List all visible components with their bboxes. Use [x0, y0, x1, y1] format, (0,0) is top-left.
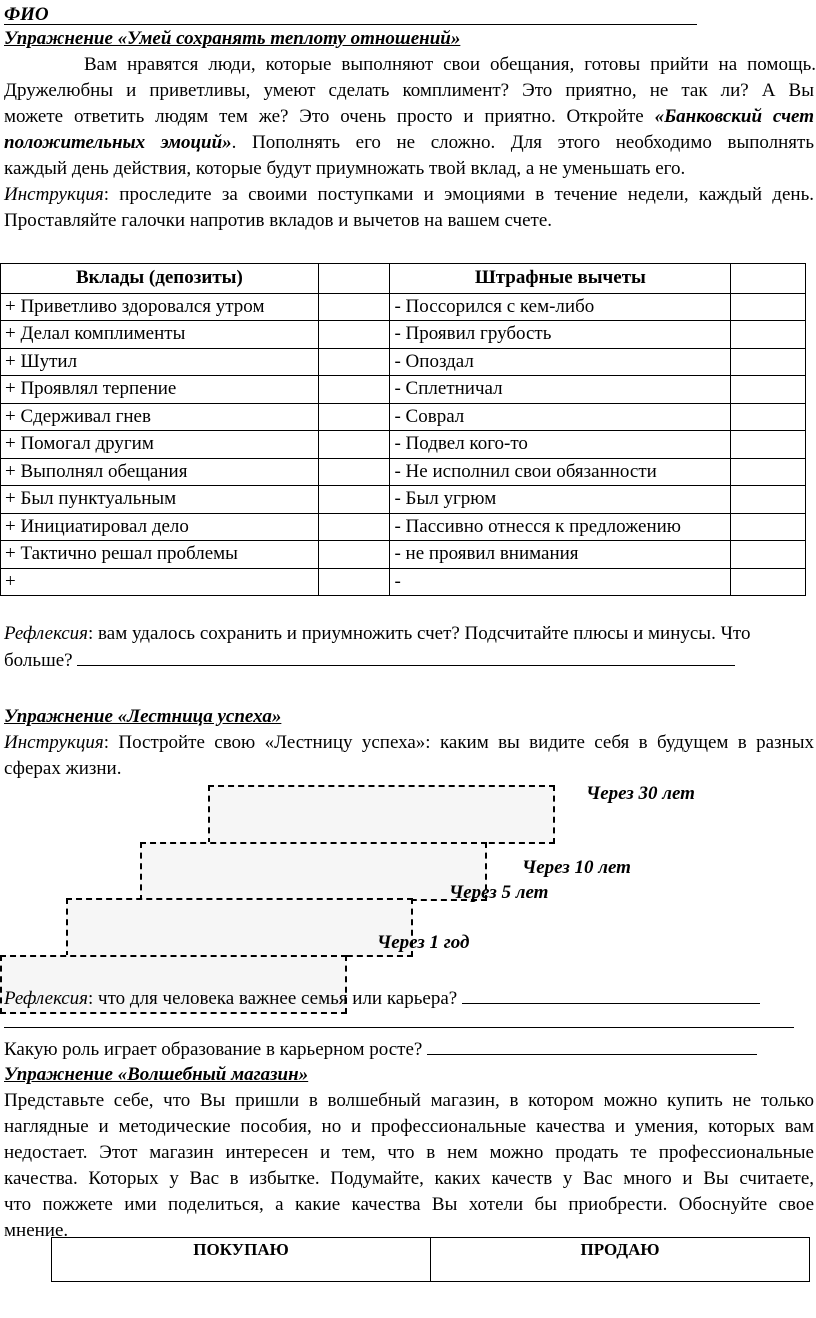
deposit-item: + Сдерживал гнев: [1, 403, 319, 431]
ex1-instruction-line-1: [4, 182, 814, 208]
table-row: [1, 376, 806, 404]
table-row: [1, 431, 806, 459]
deposit-checkbox[interactable]: [318, 348, 390, 376]
ex3-text-4: качества. Которых у Вас в избытке. Подумайте, каких качеств у Вас много и Вы считаете,: [4, 1168, 814, 1189]
instruction-text-2: : Постройте свою «Лестницу успеха»: каким вы видите себя в будущем в разных: [103, 732, 814, 753]
deposit-checkbox[interactable]: [318, 403, 390, 431]
ex2-instruction-line-2: сферах жизни.: [4, 758, 122, 779]
reflection-answer-field[interactable]: [77, 647, 735, 666]
ex3-text-line-4: [4, 1166, 814, 1192]
penalty-item: - Пассивно отнесся к предложению: [390, 513, 731, 541]
deposit-checkbox[interactable]: [318, 431, 390, 459]
penalty-item: - Был угрюм: [390, 486, 731, 514]
label-5-years: Через 5 лет: [449, 882, 549, 903]
penalty-checkbox[interactable]: [731, 541, 806, 569]
exercise2-title: Упражнение «Лестница успеха»: [4, 706, 282, 727]
table-row: [1, 486, 806, 514]
magic-shop-table: [51, 1237, 810, 1282]
stair-step-30-years[interactable]: [208, 785, 555, 844]
penalty-item: - Подвел кого-то: [390, 431, 731, 459]
deposit-item: +: [1, 568, 319, 596]
ex1-para-text-1: Вам нравятся люди, которые выполняют свои обещания, готовы прийти на помощь.: [84, 54, 816, 75]
table-row: [1, 458, 806, 486]
exercise1-title: Упражнение «Умей сохранять теплоту отношений»: [4, 28, 461, 49]
table-row: [1, 348, 806, 376]
deposit-item: + Проявлял терпение: [1, 376, 319, 404]
deposit-item: + Был пунктуальным: [1, 486, 319, 514]
penalty-item: -: [390, 568, 731, 596]
ex3-text-2: наглядные и методические пособия, но и профессиональные качества и умения, которых вам: [4, 1116, 814, 1137]
penalty-checkbox[interactable]: [731, 348, 806, 376]
deposit-item: + Делал комплименты: [1, 321, 319, 349]
reflection-label: Рефлексия: [4, 623, 89, 644]
ex1-para-line-5: каждый день действия, которые будут приумножать твой вклад, а не уменьшать его.: [4, 158, 686, 179]
ex3-text-1: Представьте себе, что Вы пришли в волшебный магазин, в котором можно купить не только: [4, 1090, 814, 1111]
shop-header-row: [52, 1238, 810, 1282]
penalty-checkbox[interactable]: [731, 321, 806, 349]
ex3-text-line-5: [4, 1192, 814, 1218]
table-row: [1, 568, 806, 596]
ex2-reflection-line-1: [4, 985, 814, 1012]
sell-header: ПРОДАЮ: [431, 1238, 810, 1282]
deposits-table: [0, 263, 806, 596]
ex3-text-3: недостает. Этот магазин интересен и тем, что в нем можно продать те профессиональные: [4, 1142, 814, 1163]
penalty-item: - Сплетничал: [390, 376, 731, 404]
fio-line[interactable]: [4, 4, 697, 25]
bank-account-title-b: положительных эмоций»: [4, 132, 232, 153]
ex3-text-line-1: [4, 1088, 814, 1114]
penalty-item: - не проявил внимания: [390, 541, 731, 569]
table-header-row: [1, 264, 806, 294]
reflection-text-2: больше?: [4, 650, 73, 671]
deposit-checkbox[interactable]: [318, 293, 390, 321]
penalty-item: - Проявил грубость: [390, 321, 731, 349]
table-row: [1, 293, 806, 321]
deposit-checkbox[interactable]: [318, 486, 390, 514]
ex1-para-line-2: [4, 78, 814, 104]
exercise3-title: Упражнение «Волшебный магазин»: [4, 1064, 309, 1085]
ex3-text-5: что пожжете ими поделиться, а какие качества Вы хотели бы приобрести. Обоснуйте свое: [4, 1194, 814, 1215]
ex1-para-text-4b: . Пополнять его не сложно. Для этого необходимо выполнять: [231, 132, 814, 153]
stair-step-10-years[interactable]: [140, 842, 487, 901]
penalty-checkbox[interactable]: [731, 293, 806, 321]
ex3-text-line-6: мнение.: [4, 1220, 69, 1241]
instruction-text-1: : проследите за своими поступками и эмоциями в течение недели, каждый день.: [103, 184, 814, 205]
penalties-check-header: [731, 264, 806, 294]
label-10-years: Через 10 лет: [522, 857, 631, 878]
stair-step-5-years[interactable]: [66, 898, 413, 957]
reflection-question-2: Какую роль играет образование в карьерном росте?: [4, 1039, 423, 1060]
table-row: [1, 541, 806, 569]
penalty-item: - Не исполнил свои обязанности: [390, 458, 731, 486]
deposit-item: + Шутил: [1, 348, 319, 376]
ex2-instruction-line-1: [4, 730, 814, 756]
penalty-checkbox[interactable]: [731, 431, 806, 459]
instruction-label: Инструкция: [4, 184, 104, 205]
instruction-label-2: Инструкция: [4, 732, 104, 753]
ex1-para-line-3: [4, 104, 814, 130]
deposit-checkbox[interactable]: [318, 321, 390, 349]
penalty-checkbox[interactable]: [731, 403, 806, 431]
deposit-item: + Тактично решал проблемы: [1, 541, 319, 569]
penalty-checkbox[interactable]: [731, 376, 806, 404]
ex1-para-line-1: [4, 52, 816, 78]
label-30-years: Через 30 лет: [586, 783, 695, 804]
reflection-question-1: : что для человека важнее семья или карьера?: [88, 988, 458, 1009]
penalty-item: - Поссорился с кем-либо: [390, 293, 731, 321]
ex2-reflection-line-2: [4, 1036, 814, 1063]
ex1-para-text-2: Дружелюбны и приветливы, умеют сделать комплимент? Это приятно, не так ли? А Вы: [4, 80, 814, 101]
table-row: [1, 321, 806, 349]
penalty-checkbox[interactable]: [731, 568, 806, 596]
penalty-checkbox[interactable]: [731, 458, 806, 486]
ex3-text-line-3: [4, 1140, 814, 1166]
ex3-text-line-2: [4, 1114, 814, 1140]
ex1-para-text-3a: можете ответить людям тем же? Это очень просто и приятно. Откройте: [4, 106, 655, 127]
bank-account-title-a: «Банковский счет: [654, 106, 815, 127]
deposit-item: + Приветливо здоровался утром: [1, 293, 319, 321]
deposits-check-header: [318, 264, 390, 294]
family-career-answer-field[interactable]: [462, 985, 760, 1004]
ex1-para-line-4: [4, 130, 814, 156]
penalty-item: - Опоздал: [390, 348, 731, 376]
table-row: [1, 403, 806, 431]
fio-label: ФИО: [4, 4, 49, 25]
deposit-checkbox[interactable]: [318, 513, 390, 541]
reflection-label-2: Рефлексия: [4, 988, 89, 1009]
reflection-text-1: : вам удалось сохранить и приумножить счет? Подсчитайте плюсы и минусы. Что: [88, 623, 751, 644]
deposit-checkbox[interactable]: [318, 541, 390, 569]
ex1-instruction-line-2: Проставляйте галочки напротив вкладов и вычетов на вашем счете.: [4, 210, 553, 231]
deposit-checkbox[interactable]: [318, 458, 390, 486]
penalty-checkbox[interactable]: [731, 486, 806, 514]
deposit-checkbox[interactable]: [318, 376, 390, 404]
buy-header: ПОКУПАЮ: [52, 1238, 431, 1282]
answer-blank-line[interactable]: [4, 1027, 794, 1028]
deposit-item: + Выполнял обещания: [1, 458, 319, 486]
penalty-checkbox[interactable]: [731, 513, 806, 541]
deposits-header: Вклады (депозиты): [1, 264, 319, 294]
deposit-checkbox[interactable]: [318, 568, 390, 596]
penalty-item: - Соврал: [390, 403, 731, 431]
ex1-reflection-line-1: [4, 621, 814, 647]
ex1-reflection-line-2: [4, 647, 814, 674]
deposit-item: + Помогал другим: [1, 431, 319, 459]
label-1-year: Через 1 год: [377, 932, 470, 953]
penalties-header: Штрафные вычеты: [390, 264, 731, 294]
table-row: [1, 513, 806, 541]
deposit-item: + Инициатировал дело: [1, 513, 319, 541]
education-answer-field[interactable]: [427, 1036, 757, 1055]
